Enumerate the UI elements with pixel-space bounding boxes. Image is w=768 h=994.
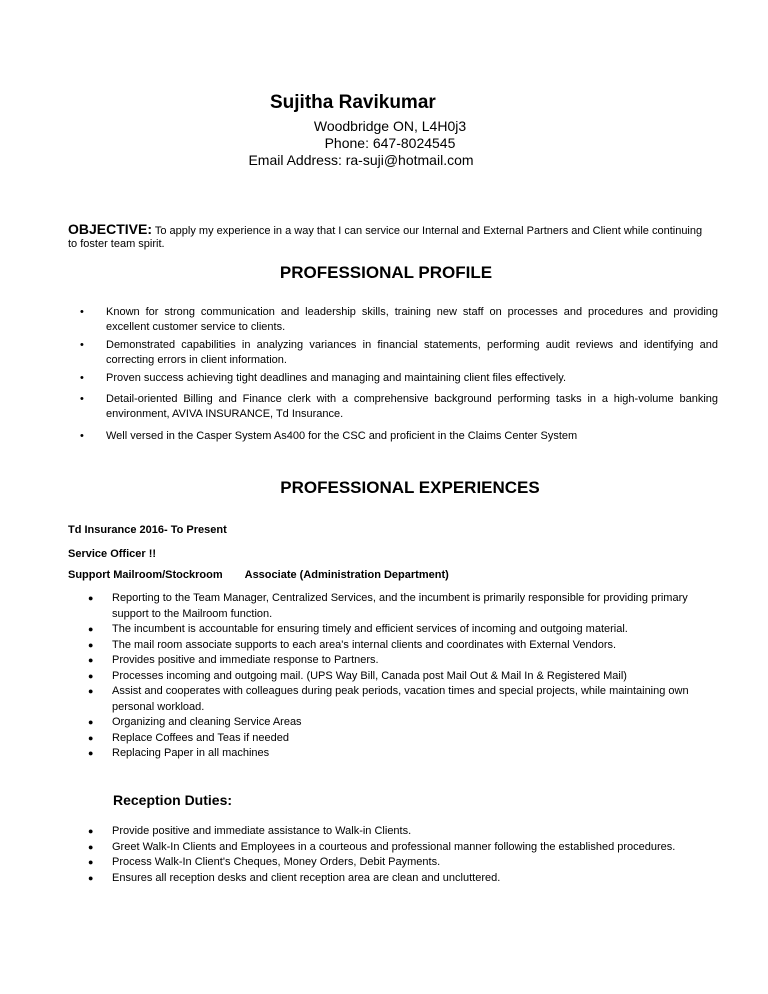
list-item: • Well versed in the Casper System As400 for the CSC and proficient in the Claims Center System bbox=[80, 430, 578, 442]
experience-title: PROFESSIONAL EXPERIENCES bbox=[280, 478, 540, 497]
list-item: • Known for strong communication and leadership skills, training new staff on processes and procedures and providing excellent customer service to clients. bbox=[80, 306, 718, 333]
bullet-icon: • bbox=[80, 393, 84, 405]
list-item: ● Processes incoming and outgoing mail. (UPS Way Bill, Canada post Mail Out & Mail In & Registered Mail) bbox=[88, 669, 718, 685]
list-item: ● Replacing Paper in all machines bbox=[88, 746, 718, 762]
candidate-name: Sujitha Ravikumar bbox=[270, 92, 436, 113]
list-item: ● The incumbent is accountable for ensuring timely and efficient services of incoming and outgoing material. bbox=[88, 622, 718, 638]
bullet-icon: ● bbox=[88, 857, 94, 867]
duties-list bbox=[88, 591, 718, 762]
bullet-icon: ● bbox=[88, 593, 94, 603]
bullet-icon: ● bbox=[88, 748, 94, 758]
bullet-icon: ● bbox=[88, 717, 94, 727]
list-item: ● Replace Coffees and Teas if needed bbox=[88, 731, 718, 747]
list-item: • Proven success achieving tight deadlines and managing and maintaining client files effectively. bbox=[80, 372, 567, 384]
objective-text: To apply my experience in a way that I can service our Internal and External Partners and Client while continuing to foster team spirit. bbox=[68, 225, 703, 250]
department-line bbox=[68, 569, 449, 581]
bullet-icon: ● bbox=[88, 670, 94, 681]
company-line: Td Insurance 2016- To Present bbox=[68, 524, 227, 536]
bullet-icon: ● bbox=[88, 686, 94, 696]
profile-title: PROFESSIONAL PROFILE bbox=[279, 263, 493, 282]
list-item: ● Ensures all reception desks and client reception area are clean and uncluttered. bbox=[88, 871, 718, 887]
address: Woodbridge ON, L4H0j3 bbox=[313, 118, 467, 134]
bullet-icon: • bbox=[80, 372, 84, 384]
bullet-icon: • bbox=[80, 306, 84, 318]
list-item: ● Reporting to the Team Manager, Centralized Services, and the incumbent is primarily responsible for providing primary support to the Mailroom function. bbox=[88, 592, 688, 620]
list-item: ● Assist and cooperates with colleagues during peak periods, vacation times and special projects, while maintaining own personal workload. bbox=[88, 685, 689, 713]
bullet-icon: ● bbox=[88, 655, 94, 665]
bullet-icon: ● bbox=[88, 732, 94, 743]
bullet-icon: ● bbox=[88, 826, 94, 836]
list-item: • Demonstrated capabilities in analyzing variances in financial statements, performing audit reviews and identifying and correcting errors in client information. bbox=[80, 339, 718, 366]
objective bbox=[68, 223, 708, 251]
list-item: • Detail-oriented Billing and Finance clerk with a comprehensive background performing tasks in a high-volume banking environment, AVIVA INSURANCE, Td Insurance. bbox=[80, 393, 718, 420]
list-item: ● Process Walk-In Client's Cheques, Money Orders, Debit Payments. bbox=[88, 855, 718, 871]
list-item: ● The mail room associate supports to each area's internal clients and coordinates with External Vendors. bbox=[88, 638, 718, 654]
role-line: Service Officer !! bbox=[68, 548, 157, 560]
objective-label: OBJECTIVE: bbox=[68, 221, 153, 237]
department-left: Support Mailroom/Stockroom bbox=[68, 569, 223, 581]
profile-list bbox=[68, 305, 718, 444]
bullet-icon: ● bbox=[88, 872, 94, 883]
email: Email Address: ra-suji@hotmail.com bbox=[248, 152, 474, 168]
bullet-icon: ● bbox=[88, 841, 94, 852]
list-item: ● Organizing and cleaning Service Areas bbox=[88, 715, 718, 731]
bullet-icon: • bbox=[80, 339, 84, 351]
reception-list bbox=[88, 824, 718, 886]
list-item: ● Provide positive and immediate assistance to Walk-in Clients. bbox=[88, 824, 718, 840]
list-item: ● Provides positive and immediate response to Partners. bbox=[88, 653, 718, 669]
reception-title: Reception Duties: bbox=[113, 792, 233, 808]
phone: Phone: 647-8024545 bbox=[324, 135, 456, 151]
list-item: ● Greet Walk-In Clients and Employees in a courteous and professional manner following the established procedures. bbox=[88, 840, 718, 856]
bullet-icon: • bbox=[80, 430, 84, 442]
department-right: Associate (Administration Department) bbox=[244, 569, 449, 581]
bullet-icon: ● bbox=[88, 624, 94, 634]
bullet-icon: ● bbox=[88, 639, 94, 650]
